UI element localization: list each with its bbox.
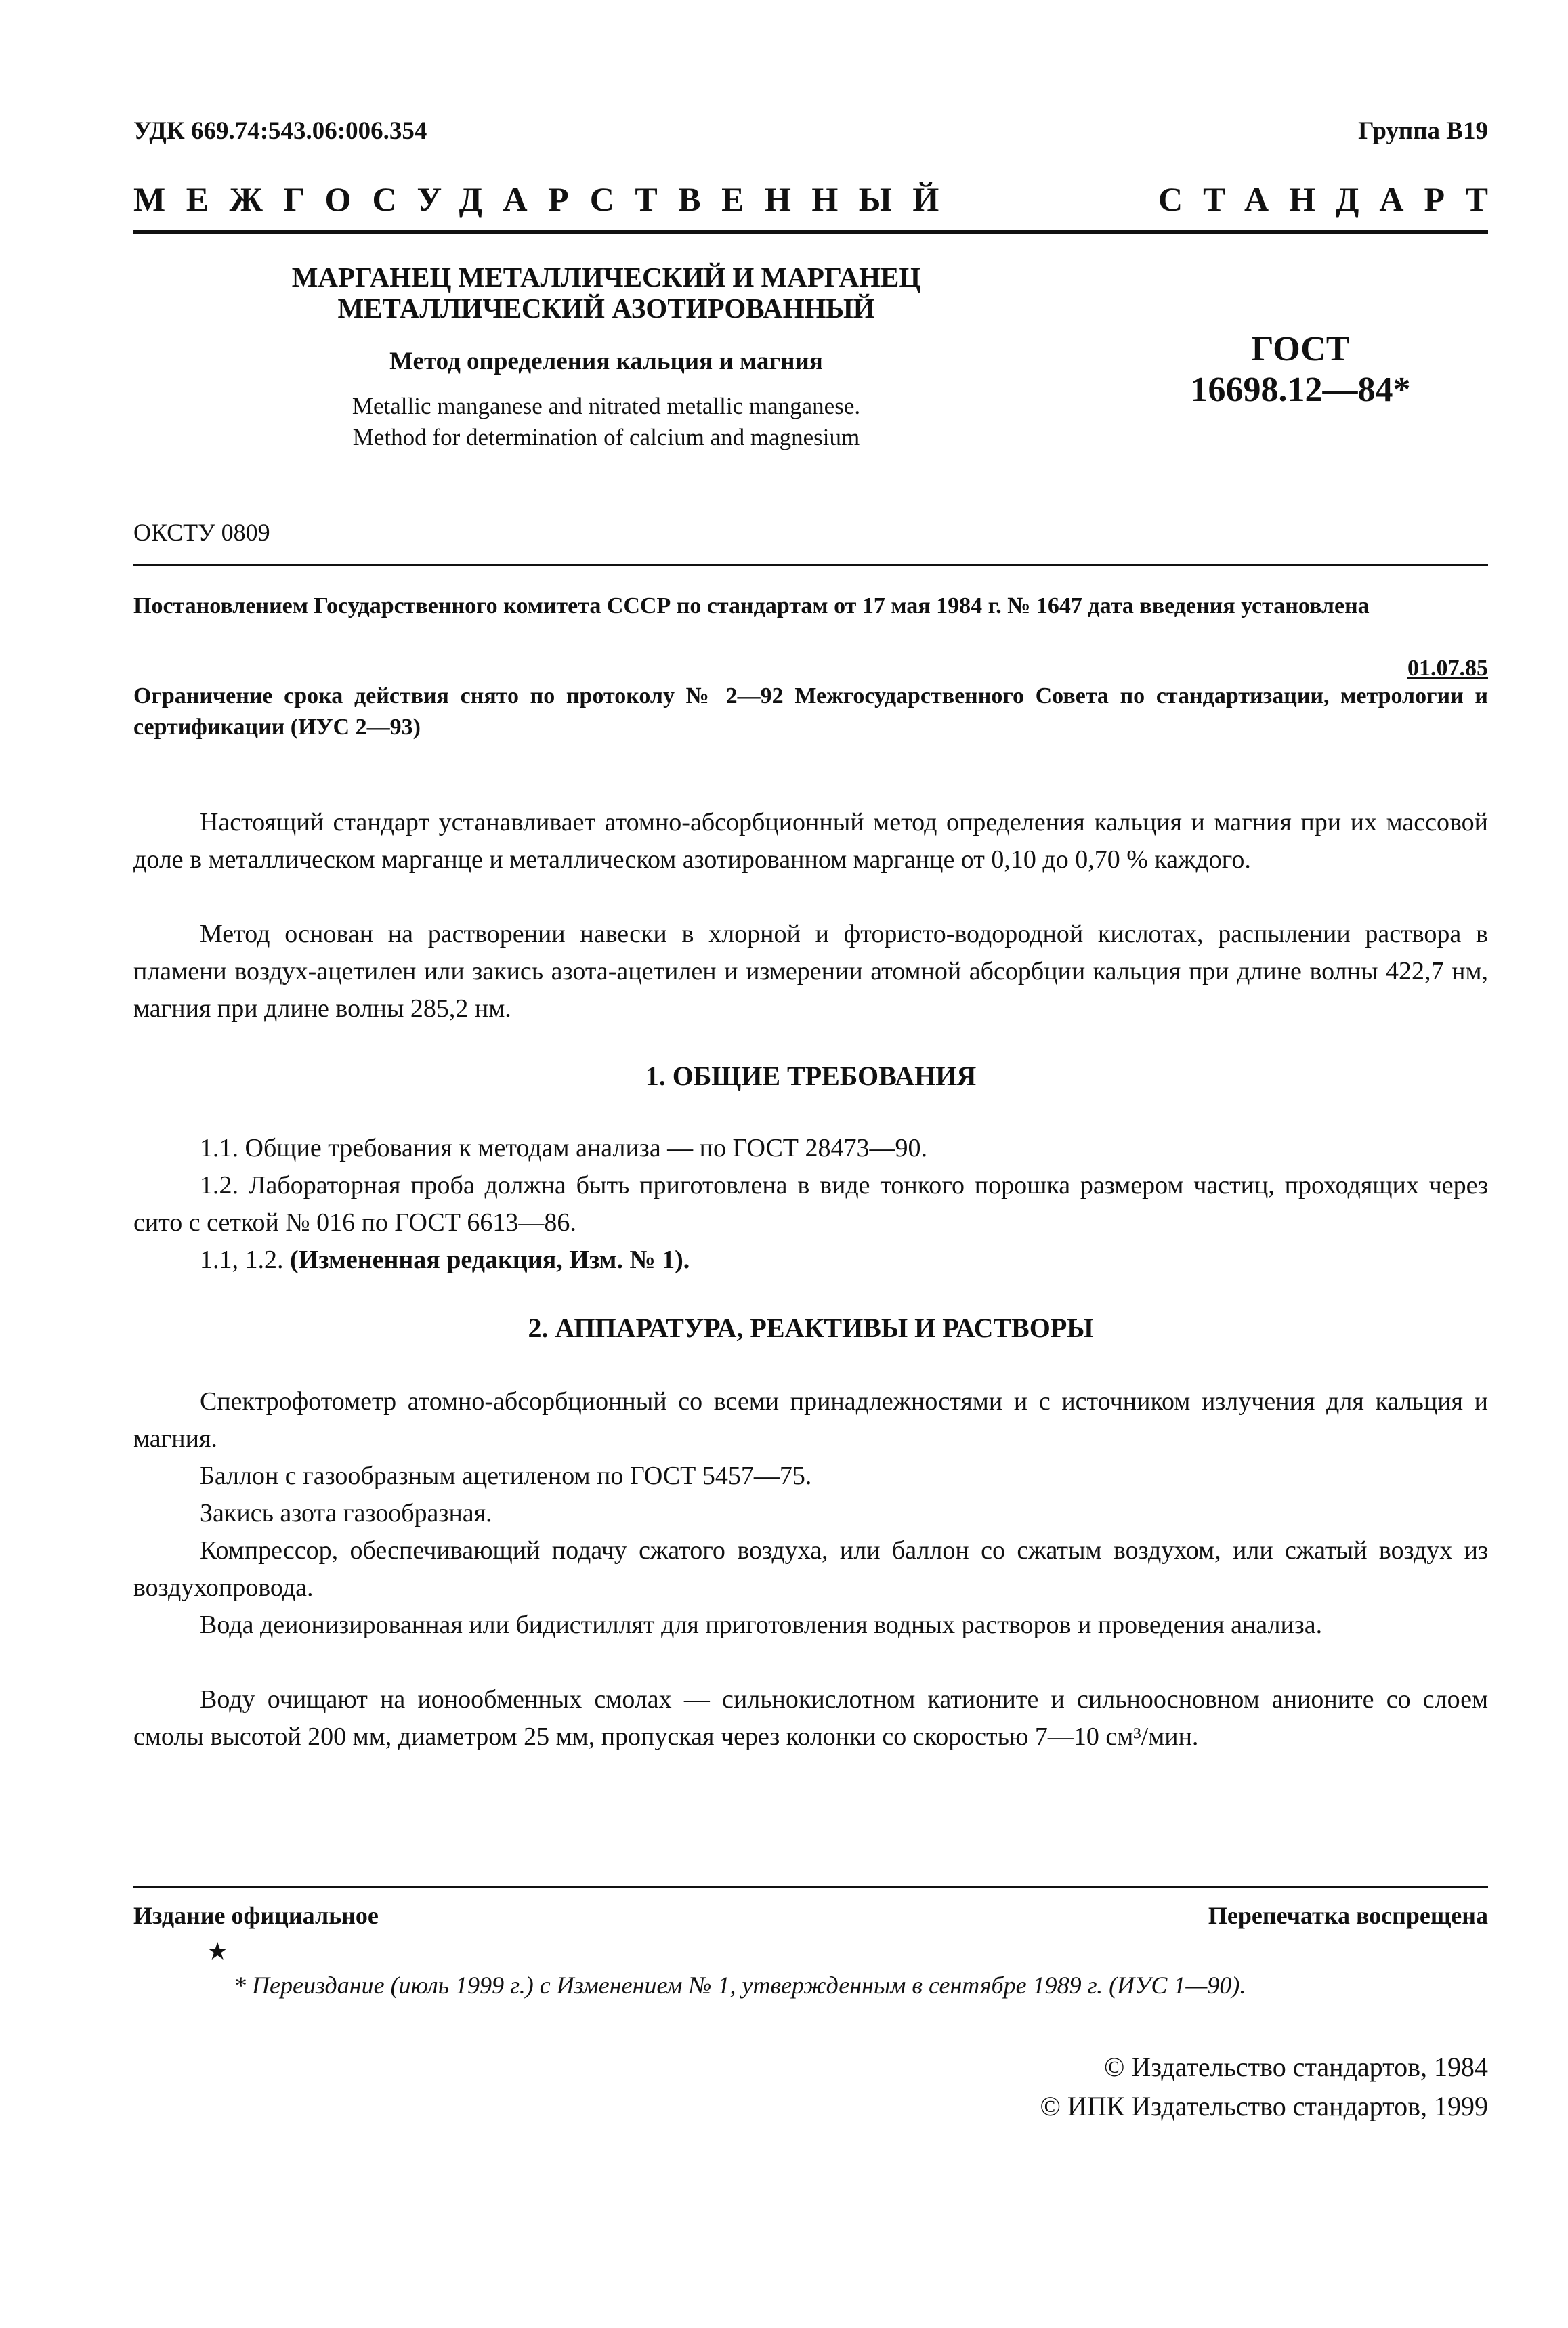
reagent-water: Вода деионизированная или бидистиллят для приготовления водных растворов и проведения анализа. [200,1611,1323,1639]
udk-code: УДК 669.74:543.06:006.354 [133,117,427,145]
star-icon: ★ [207,1938,229,1965]
water-purification: Воду очищают на ионообменных смолах — сильнокислотном катионите и сильноосновном анионите со слоем смолы высотой 200 мм, диаметром 25 мм, пропуская через колонки со скоростью 7—10 см³/мин. [133,1685,1488,1751]
method-title: Метод определения кальция и магния [389,347,823,375]
header-rule [133,230,1488,234]
apparatus-spectrophotometer: Спектрофотометр атомно-абсорбционный со всеми принадлежностями и с источником излучения для кальция и магния. [133,1387,1488,1453]
okstu-rule [133,564,1488,566]
apparatus-compressor: Компрессор, обеспечивающий подачу сжатого воздуха, или баллон со сжатым воздухом, или сжатый воздух из воздухопровода. [133,1536,1488,1602]
reissue-footnote: * Переиздание (июль 1999 г.) с Изменением № 1, утвержденным в сентябре 1989 г. (ИУС 1—90). [234,1972,1246,1999]
title-block [257,261,955,453]
gost-designation [1124,329,1477,410]
intro-paragraph-1: Настоящий стандарт устанавливает атомно-абсорбционный метод определения кальция и магния при их массовой доле в металлическом марганце и металлическом азотированном марганце от 0,10 до 0,70 % каждого. [133,808,1488,874]
gost-number: 16698.12—84* [1190,371,1411,409]
banner-interstate: МЕЖГОСУДАРСТВЕННЫЙ [133,180,960,218]
section-1-title: 1. ОБЩИЕ ТРЕБОВАНИЯ [645,1061,977,1091]
english-title-line-2: Method for determination of calcium and magnesium [352,424,860,450]
copyright-1999: © ИПК Издательство стандартов, 1999 [1040,2091,1488,2121]
introduction-date: 01.07.85 [1407,656,1488,681]
clause-1-1: 1.1. Общие требования к методам анализа — по ГОСТ 28473—90. [200,1134,928,1162]
clause-1-2: 1.2. Лабораторная проба должна быть приготовлена в виде тонкого порошка размером частиц, проходящих через сито с сеткой № 016 по ГОСТ 6613—86. [133,1171,1488,1237]
decree-text: Постановлением Государственного комитета СССР по стандартам от 17 мая 1984 г. № 1647 дата введения установлена [133,593,1370,618]
limit-text: Ограничение срока действия снято по протоколу № 2—92 Межгосударственного Совета по стандартизации, метрологии и сертификации (ИУС 2—93) [133,683,1488,740]
standard-banner [133,179,1508,220]
official-edition: Издание официальное [133,1902,379,1929]
footer-rule [133,1886,1488,1888]
english-title-line-1: Metallic manganese and nitrated metallic manganese. [352,393,861,419]
apparatus-nitrous-oxide: Закись азота газообразная. [200,1499,492,1527]
section-2-title: 2. АППАРАТУРА, РЕАКТИВЫ И РАСТВОРЫ [528,1313,1094,1343]
title-line-2: МЕТАЛЛИЧЕСКИЙ АЗОТИРОВАННЫЙ [337,293,875,324]
okstu-code: ОКСТУ 0809 [133,519,270,546]
amendment-note: 1.1, 1.2. (Измененная редакция, Изм. № 1). [200,1246,690,1274]
banner-standard: СТАНДАРТ [1158,180,1508,218]
gost-label: ГОСТ [1251,330,1350,368]
reprint-prohibited: Перепечатка воспрещена [1208,1902,1488,1929]
title-line-1: МАРГАНЕЦ МЕТАЛЛИЧЕСКИЙ И МАРГАНЕЦ [291,261,921,293]
intro-paragraph-2: Метод основан на растворении навески в хлорной и фтористо-водородной кислотах, распылении раствора в пламени воздух-ацетилен или закись азота-ацетилен и измерении атомной абсорбции кальция при длине волны 422,7 нм, магния при длине волны 285,2 нм. [133,920,1488,1023]
group-code: Группа В19 [1358,117,1488,145]
apparatus-acetylene: Баллон с газообразным ацетиленом по ГОСТ 5457—75. [200,1462,812,1490]
copyright-1984: © Издательство стандартов, 1984 [1103,2052,1488,2082]
